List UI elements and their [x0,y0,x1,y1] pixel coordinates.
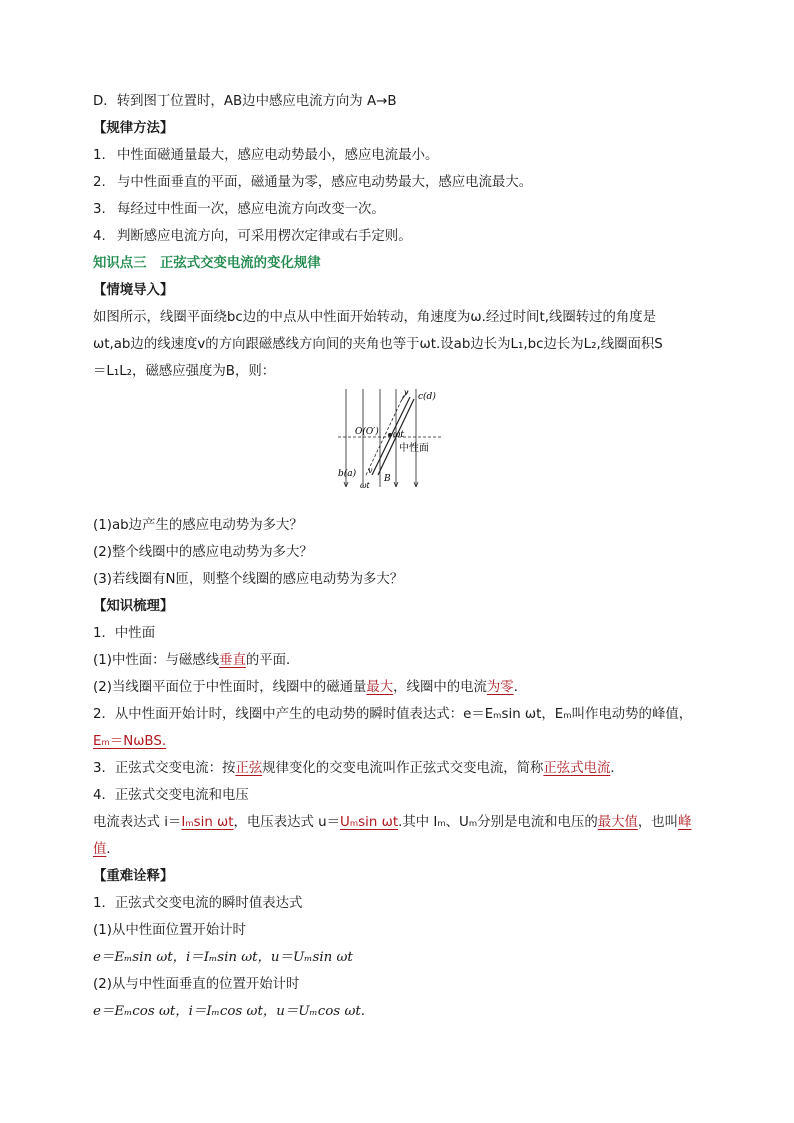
option-d: D．转到图丁位置时，AB边中感应电流方向为 A→B [93,94,397,109]
question-2: (2)整个线圈中的感应电动势为多大？ [93,545,313,560]
answer-blank: 垂直 [219,653,246,668]
method-item-number: 3. [93,202,106,217]
text: ，电压表达式 u＝ [233,815,341,830]
text: .其中 Iₘ、Uₘ分别是电流和电压的 [398,815,598,830]
section-4-title: 4．正弦式交变电流和电压 [93,788,249,803]
scene-text-3: ＝L₁L₂，磁感应强度为B，则： [93,364,276,379]
method-item-number: 4. [93,229,106,244]
method-item-4 [93,223,713,250]
knowledge-point-3-title: 知识点三 正弦式交变电流的变化规律 [93,256,321,271]
text: ． [610,761,624,776]
key-heading: 【重难诠释】 [93,869,174,884]
answer-blank: 正弦 [235,761,263,776]
label-o: O(O′) [355,427,379,437]
question-3: (3)若线圈有N匝，则整个线圈的感应电动势为多大？ [93,572,404,587]
key-1b: (2)从与中性面垂直的位置开始计时 [93,977,300,992]
document-page [93,88,713,1025]
scene-text-1: 如图所示，线圈平面绕bc边的中点从中性面开始转动，角速度为ω.经过时间t,线圈转过的角度是 [93,310,657,325]
answer-blank: 值 [93,842,107,857]
section-3 [93,755,713,782]
method-item-number: 1. [93,148,106,163]
method-item-text: 每经过中性面一次，感应电流方向改变一次。 [117,202,385,217]
section-1-title: 1．中性面 [93,626,156,641]
label-cd: c(d) [418,392,436,402]
key-1-title: 1．正弦式交变电流的瞬时值表达式 [93,896,303,911]
section-4b [93,836,713,863]
section-1a [93,647,713,674]
text: 3．正弦式交变电流：按 [93,761,236,776]
answer-blank: Uₘsin ωt [340,815,399,830]
label-b: B [384,474,391,484]
text: ，线圈中的电流 [393,680,487,695]
text: 电流表达式 i＝ [93,815,182,830]
text: (2)当线圈平面位于中性面时，线圈中的磁通量 [93,680,367,695]
label-neutral-plane: 中性面 [399,443,429,454]
text: 规律变化的交变电流叫作正弦式交变电流，简称 [262,761,544,776]
method-item-2 [93,169,713,196]
label-wt: ωt [393,430,404,440]
axis-point [388,433,391,436]
answer-blank: Eₘ＝NωBS. [93,734,167,749]
text: ． [513,680,528,695]
method-item-number: 2. [93,175,106,190]
answer-blank: 为零 [486,680,514,695]
section-2-cont [93,728,713,755]
section-2: 2．从中性面开始计时，线圈中产生的电动势的瞬时值表达式：e＝Eₘsin ωt，Eₘ叫作电动势的峰值， [93,707,693,722]
scene-text-2: ωt,ab边的线速度v的方向跟磁感线方向间的夹角也等于ωt.设ab边长为L₁,bc边长为L₂,线圈面积S [93,337,663,352]
scene-heading: 【情境导入】 [93,283,174,298]
section-1b [93,674,713,701]
question-1: (1)ab边产生的感应电动势为多大？ [93,518,303,533]
text: 的平面． [245,653,300,668]
key-1b-equation: e＝Eₘcos ωt，i＝Iₘcos ωt，u＝Uₘcos ωt. [93,1004,365,1019]
coil-diagram-svg [338,387,448,509]
sort-heading: 【知识梳理】 [93,599,174,614]
answer-blank: Iₘsin ωt [181,815,234,830]
label-wt-bottom: ωt [360,481,370,490]
section-4a [93,809,713,836]
method-item-3 [93,196,713,223]
answer-blank: 最大值 [597,815,638,830]
method-item-1 [93,142,713,169]
label-v-top: v [404,388,409,397]
answer-blank: 最大 [366,680,394,695]
text: ，也叫 [637,815,679,830]
method-item-text: 与中性面垂直的平面，磁通量为零，感应电动势最大，感应电流最大。 [117,175,533,190]
method-heading: 【规律方法】 [93,121,174,136]
method-item-text: 判断感应电流方向，可采用楞次定律或右手定则。 [117,229,412,244]
method-item-text: 中性面磁通量最大，感应电动势最小，感应电流最小。 [117,148,439,163]
coil-diagram [93,387,713,512]
label-ba: b(a) [338,469,357,479]
answer-blank: 峰 [678,815,692,830]
key-1a: (1)从中性面位置开始计时 [93,923,246,938]
answer-blank: 正弦式电流 [543,761,611,776]
label-v-bottom: v [368,466,373,475]
text: (1)中性面：与磁感线 [93,653,220,668]
key-1a-equation: e＝Eₘsin ωt，i＝Iₘsin ωt，u＝Uₘsin ωt [93,950,353,965]
text: ． [106,842,120,857]
